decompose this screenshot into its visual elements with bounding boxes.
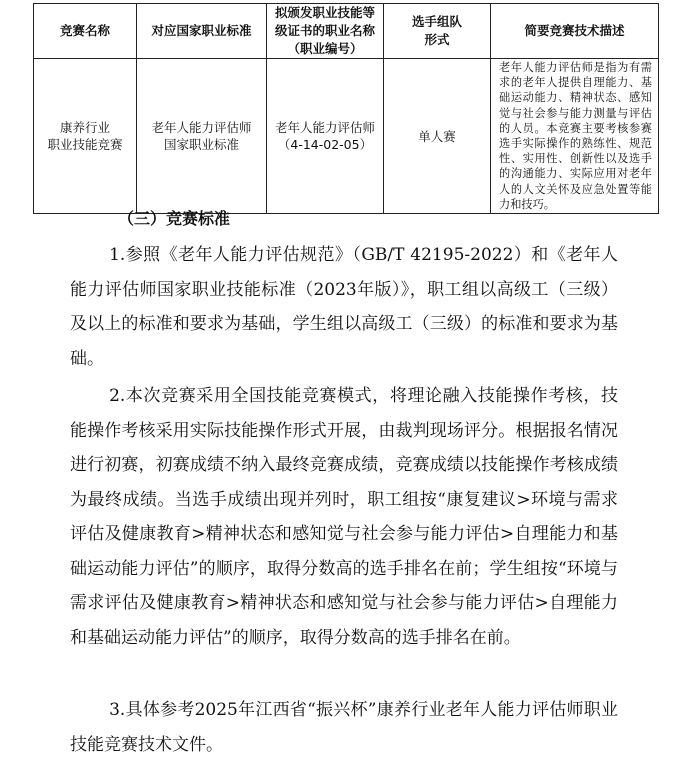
occupation-line1: 老年人能力评估师 [274,120,375,136]
header-national-standard: 对应国家职业标准 [137,4,267,59]
table-header-row [34,4,659,59]
header-occupation-line2: 级证书的职业名称 [274,23,375,38]
competition-name-line1: 康养行业 [59,120,110,136]
header-tech-description: 简要竞赛技术描述 [491,4,659,59]
cell-team-format: 单人赛 [384,59,491,214]
competition-name-line2: 职业技能竞赛 [47,137,123,153]
header-team-line1: 选手组队 [411,14,462,29]
header-team-format [384,4,491,59]
competition-table [33,3,659,214]
header-competition-name: 竞赛名称 [34,4,137,59]
header-occupation-name [267,4,384,59]
standard-line2: 国家职业标准 [163,137,239,153]
section-heading: （三）竞赛标准 [118,209,231,228]
cell-occupation-name [267,59,384,214]
header-occupation-line1: 拟颁发职业技能等 [274,5,375,20]
standard-line1: 老年人能力评估师 [151,120,252,136]
table-row [34,59,659,214]
paragraph-3: 3.具体参考2025年江西省“振兴杯”康养行业老年人能力评估师职业技能竞赛技术文件。 [70,700,618,755]
header-occupation-line3: （职业编号） [287,41,363,56]
occupation-line2: （4-14-02-05） [277,137,373,153]
cell-tech-description: 老年人能力评估师是指为有需求的老年人提供自理能力、基础运动能力、精神状态、感知觉与社会参与能力测量与评估的人员。本竞赛主要考核参赛选手实际操作的熟练性、规范性、实用性、创新性以及选手的沟通能力、实际应用对老年人的人文关怀及应急处置等能力和技巧。 [491,59,659,214]
paragraph-2: 2.本次竞赛采用全国技能竞赛模式，将理论融入技能操作考核，技能操作考核采用实际技能操作形式开展，由裁判现场评分。根据报名情况进行初赛，初赛成绩不纳入最终竞赛成绩，竞赛成绩以技能操作考核成绩为最终成绩。当选手成绩出现并列时，职工组按“康复建议>环境与需求评估及健康教育>精神状态和感知觉与社会参与能力评估>自理能力和基础运动能力评估”的顺序，取得分数高的选手排名在前；学生组按“环境与需求评估及健康教育>精神状态和感知觉与社会参与能力评估>自理能力和基础运动能力评估”的顺序，取得分数高的选手排名在前。 [70,386,618,648]
cell-competition-name [34,59,137,214]
cell-national-standard [137,59,267,214]
paragraph-1: 1.参照《老年人能力评估规范》（GB/T 42195-2022）和《老年人能力评估师国家职业技能标准（2023年版）》，职工组以高级工（三级）及以上的标准和要求为基础，学生组以高级工（三级）的标准和要求为基础。 [70,245,618,369]
header-team-line2: 形式 [424,32,450,47]
